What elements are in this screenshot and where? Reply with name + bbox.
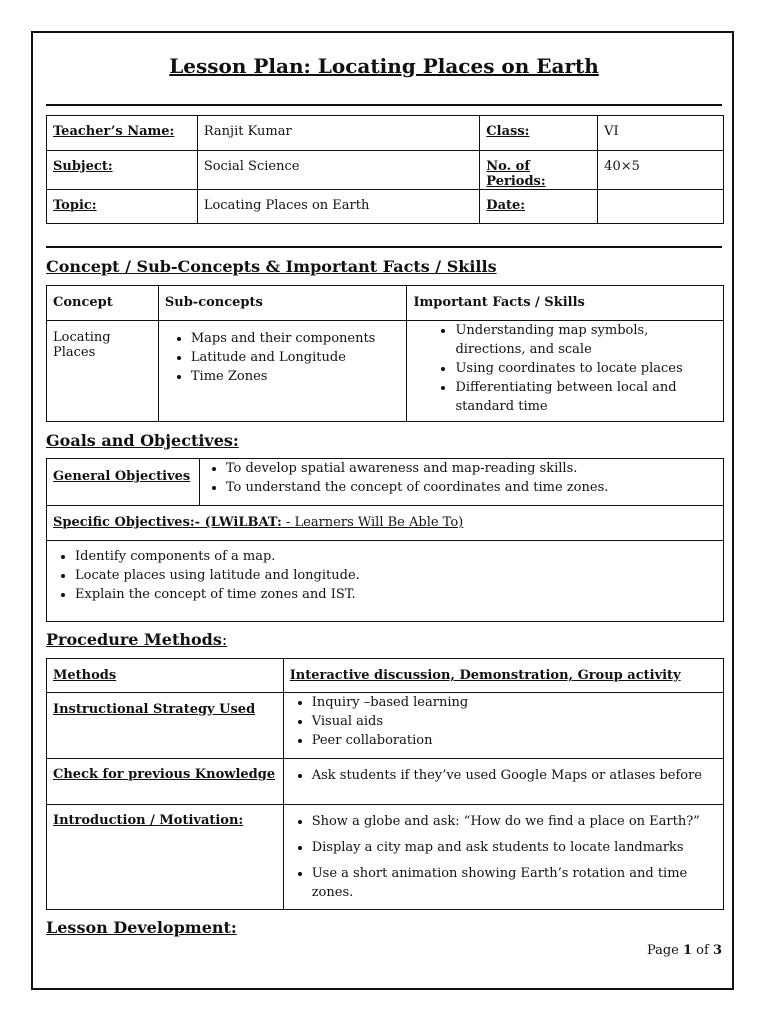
general-objectives-label: General Objectives bbox=[47, 459, 200, 506]
teacher-name-label: Teacher’s Name: bbox=[47, 116, 198, 151]
periods-label: No. of Periods: bbox=[480, 151, 598, 190]
sub-concepts-cell bbox=[158, 321, 407, 422]
list-item: • Inquiry –based learning bbox=[312, 693, 717, 712]
subject-label: Subject: bbox=[47, 151, 198, 190]
list-item: • Time Zones bbox=[191, 367, 401, 386]
date-value bbox=[598, 190, 724, 224]
list-item: • Peer collaboration bbox=[312, 731, 717, 750]
concepts-heading: Concept / Sub-Concepts & Important Facts / Skills bbox=[46, 257, 497, 276]
list-item: • Locate places using latitude and longitude. bbox=[75, 566, 717, 585]
concepts-table bbox=[46, 285, 724, 422]
periods-value: 40×5 bbox=[598, 151, 724, 190]
knowledge-cell bbox=[283, 759, 723, 805]
specific-objectives-cell bbox=[47, 541, 724, 622]
concept-column-header: Concept bbox=[47, 286, 159, 321]
teacher-name-value: Ranjit Kumar bbox=[197, 116, 479, 151]
list-item: • Display a city map and ask students to locate landmarks bbox=[312, 838, 717, 857]
knowledge-label: Check for previous Knowledge bbox=[47, 759, 284, 805]
list-item: • Show a globe and ask: “How do we find a place on Earth?” bbox=[312, 812, 717, 831]
procedure-heading-colon: : bbox=[221, 630, 228, 649]
list-item: • Visual aids bbox=[312, 712, 717, 731]
list-item: • To develop spatial awareness and map-reading skills. bbox=[226, 459, 717, 478]
class-value: VI bbox=[598, 116, 724, 151]
list-item: • Understanding map symbols, directions, and scale bbox=[455, 321, 717, 359]
list-item: • Maps and their components bbox=[191, 329, 401, 348]
title-divider bbox=[46, 104, 722, 106]
strategy-label: Instructional Strategy Used bbox=[47, 693, 284, 759]
subject-value: Social Science bbox=[197, 151, 479, 190]
list-item: • Differentiating between local and standard time bbox=[455, 378, 717, 416]
list-item: • Identify components of a map. bbox=[75, 547, 717, 566]
goals-table bbox=[46, 458, 724, 622]
intro-cell bbox=[283, 805, 723, 910]
list-item: • Use a short animation showing Earth’s rotation and time zones. bbox=[312, 864, 717, 902]
concept-cell: Locating Places bbox=[47, 321, 159, 422]
class-label: Class: bbox=[480, 116, 598, 151]
procedure-heading-text: Procedure Methods bbox=[46, 630, 222, 649]
list-item: • Explain the concept of time zones and IST. bbox=[75, 585, 717, 604]
goals-heading: Goals and Objectives: bbox=[46, 431, 239, 450]
specific-objectives-label bbox=[47, 506, 724, 541]
topic-label: Topic: bbox=[47, 190, 198, 224]
lesson-development-heading: Lesson Development: bbox=[46, 918, 237, 937]
page-total: 3 bbox=[712, 943, 722, 958]
methods-label: Methods bbox=[47, 659, 284, 693]
procedure-heading bbox=[46, 630, 227, 649]
lesson-info-table bbox=[46, 115, 724, 224]
general-objectives-cell bbox=[199, 459, 723, 506]
date-label: Date: bbox=[480, 190, 598, 224]
page-prefix: Page bbox=[646, 943, 683, 958]
methods-value: Interactive discussion, Demonstration, Group activity bbox=[283, 659, 723, 693]
sub-concepts-column-header: Sub-concepts bbox=[158, 286, 407, 321]
list-item: • Latitude and Longitude bbox=[191, 348, 401, 367]
specific-objectives-title: Specific Objectives:- (LWiLBAT: bbox=[53, 515, 282, 530]
page-current: 1 bbox=[683, 943, 693, 958]
list-item: • Using coordinates to locate places bbox=[455, 359, 717, 378]
facts-cell bbox=[407, 321, 724, 422]
specific-objectives-subtitle: - Learners Will Be Able To) bbox=[281, 515, 464, 530]
page-title: Lesson Plan: Locating Places on Earth bbox=[169, 54, 599, 78]
strategy-cell bbox=[283, 693, 723, 759]
procedure-table bbox=[46, 658, 724, 910]
topic-value: Locating Places on Earth bbox=[197, 190, 479, 224]
intro-label: Introduction / Motivation: bbox=[47, 805, 284, 910]
list-item: • Ask students if they’ve used Google Maps or atlases before bbox=[312, 766, 717, 785]
page-of: of bbox=[692, 943, 713, 958]
page-number bbox=[647, 943, 722, 958]
section-divider bbox=[46, 246, 722, 248]
facts-column-header: Important Facts / Skills bbox=[407, 286, 724, 321]
list-item: • To understand the concept of coordinates and time zones. bbox=[226, 478, 717, 497]
